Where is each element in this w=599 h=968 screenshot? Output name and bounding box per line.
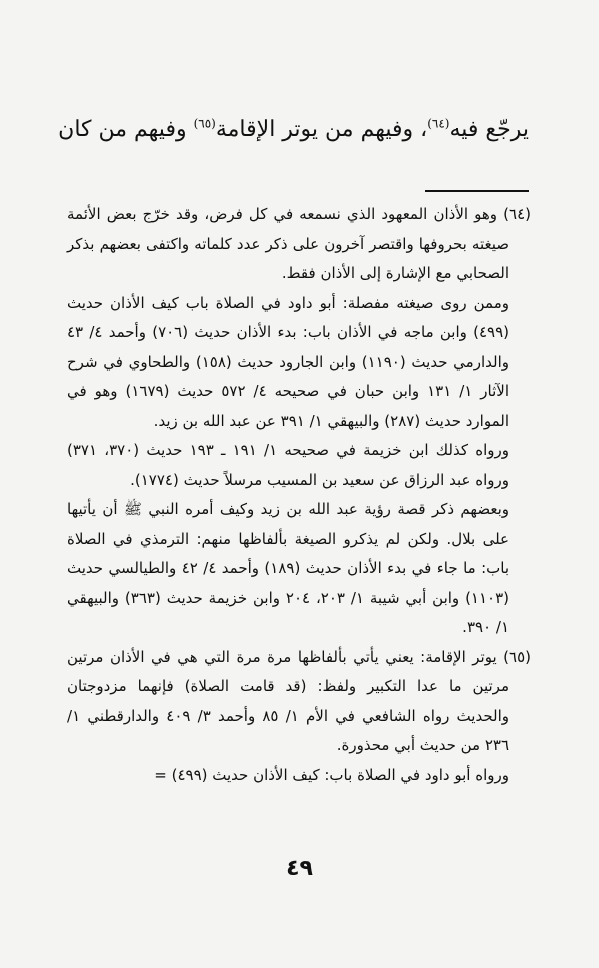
footnotes bbox=[67, 200, 531, 790]
main-text-part1: يرجّع فيه bbox=[449, 117, 529, 142]
footnote-ref-64[interactable]: (٦٤) bbox=[427, 116, 450, 131]
main-text bbox=[58, 110, 529, 150]
footnote-64-sources: وممن روى صيغته مفصلة: أبو داود في الصلاة باب كيف الأذان حديث (٤٩٩) وابن ماجه في الأذان باب: بدء الأذان حديث (٧٠٦) وأحمد ٤/ ٤٣ والدارمي حديث (١١٩٠) وابن الجارود حديث (١٥٨) والطحاوي في شرح الآثار ١/ ١٣١ وابن حبان في صحيحه ٤/ ٥٧٢ حديث (١٦٧٩) وهو في الموارد حديث (٢٨٧) والبيهقي ١/ ٣٩١ عن عبد الله بن زيد. bbox=[67, 293, 510, 430]
footnote-ref-65[interactable]: (٦٥) bbox=[193, 116, 216, 131]
main-text-part2: ، وفيهم من يوتر الإقامة bbox=[215, 117, 428, 142]
footnote-64-story: وبعضهم ذكر قصة رؤية عبد الله بن زيد وكيف أمره النبي ﷺ أن يأتيها على بلال. ولكن لم يذكرو الصيغة بألفاظها منهم: الترمذي في الصلاة باب: ما جاء في بدء الأذان حديث (١٨٩) وأحمد ٤/ ٤٢ والطيالسي حديث (١١٠٣) وابن أبي شيبة ١/ ٢٠٣، ٢٠٤ وابن خزيمة حديث (٣٦٣) والبيهقي ١/ ٣٩٠. bbox=[67, 500, 510, 636]
footnote-64: (٦٤) وهو الأذان المعهود الذي نسمعه في كل فرض، وقد خرّج بعض الأئمة صيغته بحروفها واقتصر آخرون على ذكر عدد كلماته واكتفى بعضهم بذكر الصحابي مع الإشارة إلى الأذان فقط. bbox=[67, 205, 531, 282]
footnote-65: (٦٥) يوتر الإقامة: يعني يأتي بألفاظها مرة مرة التي هي في الأذان مرتين مرتين ما عدا التكبير ولفظ: (قد قامت الصلاة) فإنهما مزدوجتان والحديث رواه الشافعي في الأم ١/ ٨٥ وأحمد ٣/ ٤٠٩ والدارقطني ١/ ٢٣٦ من حديث أبي محذورة. bbox=[67, 647, 531, 754]
footnote-separator bbox=[425, 190, 529, 192]
main-text-part3: وفيهم من كان bbox=[58, 117, 194, 142]
page-number: ٤٩ bbox=[286, 856, 313, 881]
footnote-65-abu-dawud: ورواه أبو داود في الصلاة باب: كيف الأذان حديث (٤٩٩) = bbox=[154, 765, 509, 784]
footnote-64-ibn-khuzaymah: ورواه كذلك ابن خزيمة في صحيحه ١/ ١٩١ ـ ١٩٣ حديث (٣٧٠، ٣٧١) ورواه عبد الرزاق عن سعيد بن المسيب مرسلاً حديث (١٧٧٤). bbox=[67, 441, 509, 489]
